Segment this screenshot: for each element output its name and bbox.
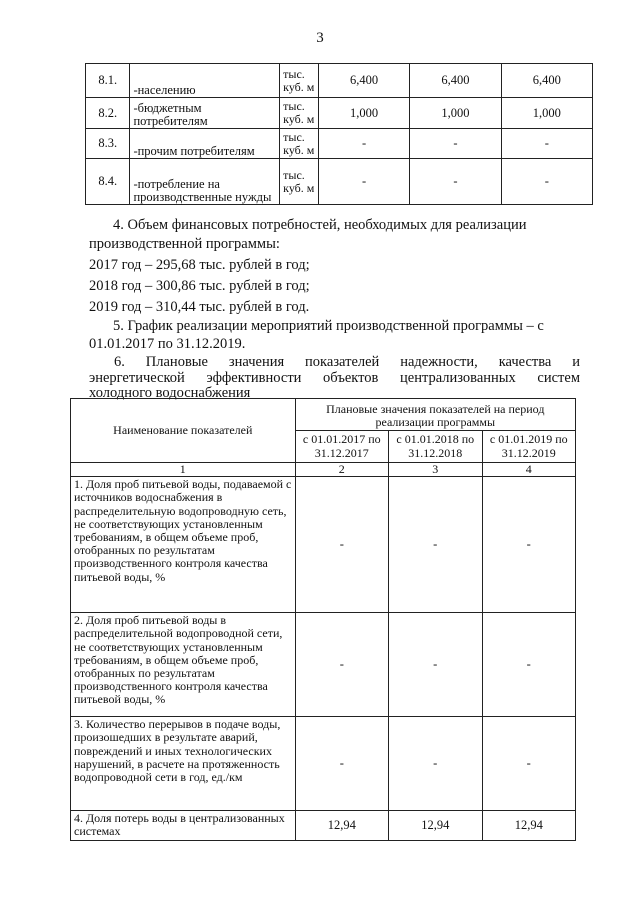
unit-cell: тыс. куб. м: [280, 64, 319, 98]
row-number: 8.1.: [86, 64, 130, 98]
value-cell: -: [410, 129, 501, 159]
table-row: [71, 613, 576, 717]
column-number: 3: [389, 463, 482, 477]
row-number: 8.2.: [86, 98, 130, 129]
indicators-table: [70, 398, 576, 841]
consumer-name: -населению: [130, 64, 280, 98]
table-row: [86, 64, 593, 98]
indicator-name: 3. Количество перерывов в подаче воды, произошедших в результате аварий, повреждений и иных технологических нарушений, в расчете на протяженность водопроводной сети в год, ед./км: [71, 717, 296, 811]
column-number: 1: [71, 463, 296, 477]
value-cell: -: [501, 129, 592, 159]
row-number: 8.4.: [86, 159, 130, 205]
header-indicator-name: Наименование показателей: [71, 399, 296, 463]
table-row: [71, 717, 576, 811]
table-row: [86, 159, 593, 205]
section5-line2: 01.01.2017 по 31.12.2019.: [89, 336, 246, 352]
value-cell: -: [389, 613, 482, 717]
value-cell: -: [482, 717, 576, 811]
value-cell: -: [389, 477, 482, 613]
column-number: 4: [482, 463, 576, 477]
financing-2019: 2019 год – 310,44 тыс. рублей в год.: [89, 299, 310, 315]
value-cell: 12,94: [389, 811, 482, 841]
value-cell: 6,400: [410, 64, 501, 98]
value-cell: -: [295, 613, 388, 717]
indicator-name: 4. Доля потерь воды в централизованных системах: [71, 811, 296, 841]
unit-cell: тыс. куб. м: [280, 129, 319, 159]
financing-2018: 2018 год – 300,86 тыс. рублей в год;: [89, 278, 310, 294]
consumer-name: -бюджетным потребителям: [130, 98, 280, 129]
value-cell: 1,000: [501, 98, 592, 129]
indicator-name: 2. Доля проб питьевой воды в распределительной водопроводной сети, не соответствующих установленным требованиям, в общем объеме проб, отобранных по результатам производственного контроля качества питьевой воды, %: [71, 613, 296, 717]
unit-cell: тыс. куб. м: [280, 98, 319, 129]
value-cell: 12,94: [295, 811, 388, 841]
indicator-name: 1. Доля проб питьевой воды, подаваемой с источников водоснабжения в распределительную водопроводную сеть, не соответствующих установленным требованиям, в общем объеме проб, отобранных по результатам производственного контроля качества питьевой воды, %: [71, 477, 296, 613]
section4-heading-line2: производственной программы:: [89, 236, 280, 252]
header-period-2019: с 01.01.2019 по 31.12.2019: [482, 431, 576, 463]
unit-cell: тыс. куб. м: [280, 159, 319, 205]
table-row: [71, 477, 576, 613]
value-cell: -: [318, 129, 409, 159]
value-cell: 1,000: [318, 98, 409, 129]
column-numbers-row: [71, 463, 576, 477]
section4-heading-line1: 4. Объем финансовых потребностей, необходимых для реализации: [113, 217, 527, 233]
value-cell: 1,000: [410, 98, 501, 129]
value-cell: -: [482, 613, 576, 717]
header-period-2017: с 01.01.2017 по 31.12.2017: [295, 431, 388, 463]
value-cell: -: [295, 717, 388, 811]
value-cell: 6,400: [318, 64, 409, 98]
consumption-table: [85, 63, 593, 205]
row-number: 8.3.: [86, 129, 130, 159]
value-cell: -: [410, 159, 501, 205]
value-cell: -: [482, 477, 576, 613]
section6-line3: холодного водоснабжения: [89, 385, 251, 401]
section6-line1: 6. Плановые значения показателей надежности, качества и: [114, 354, 580, 370]
section5-line1: 5. График реализации мероприятий производственной программы – с: [113, 318, 544, 334]
header-row: [71, 399, 576, 431]
page-number: 3: [316, 30, 324, 46]
value-cell: 6,400: [501, 64, 592, 98]
value-cell: -: [295, 477, 388, 613]
consumer-name: -потребление на производственные нужды: [130, 159, 280, 205]
table-row: [86, 129, 593, 159]
table-row: [71, 811, 576, 841]
consumer-name: -прочим потребителям: [130, 129, 280, 159]
financing-2017: 2017 год – 295,68 тыс. рублей в год;: [89, 257, 310, 273]
section6-line2: энергетической эффективности объектов централизованных систем: [89, 370, 580, 386]
value-cell: 12,94: [482, 811, 576, 841]
table-row: [86, 98, 593, 129]
value-cell: -: [501, 159, 592, 205]
column-number: 2: [295, 463, 388, 477]
header-period-2018: с 01.01.2018 по 31.12.2018: [389, 431, 482, 463]
value-cell: -: [389, 717, 482, 811]
header-planned-values: Плановые значения показателей на период реализации программы: [295, 399, 575, 431]
value-cell: -: [318, 159, 409, 205]
